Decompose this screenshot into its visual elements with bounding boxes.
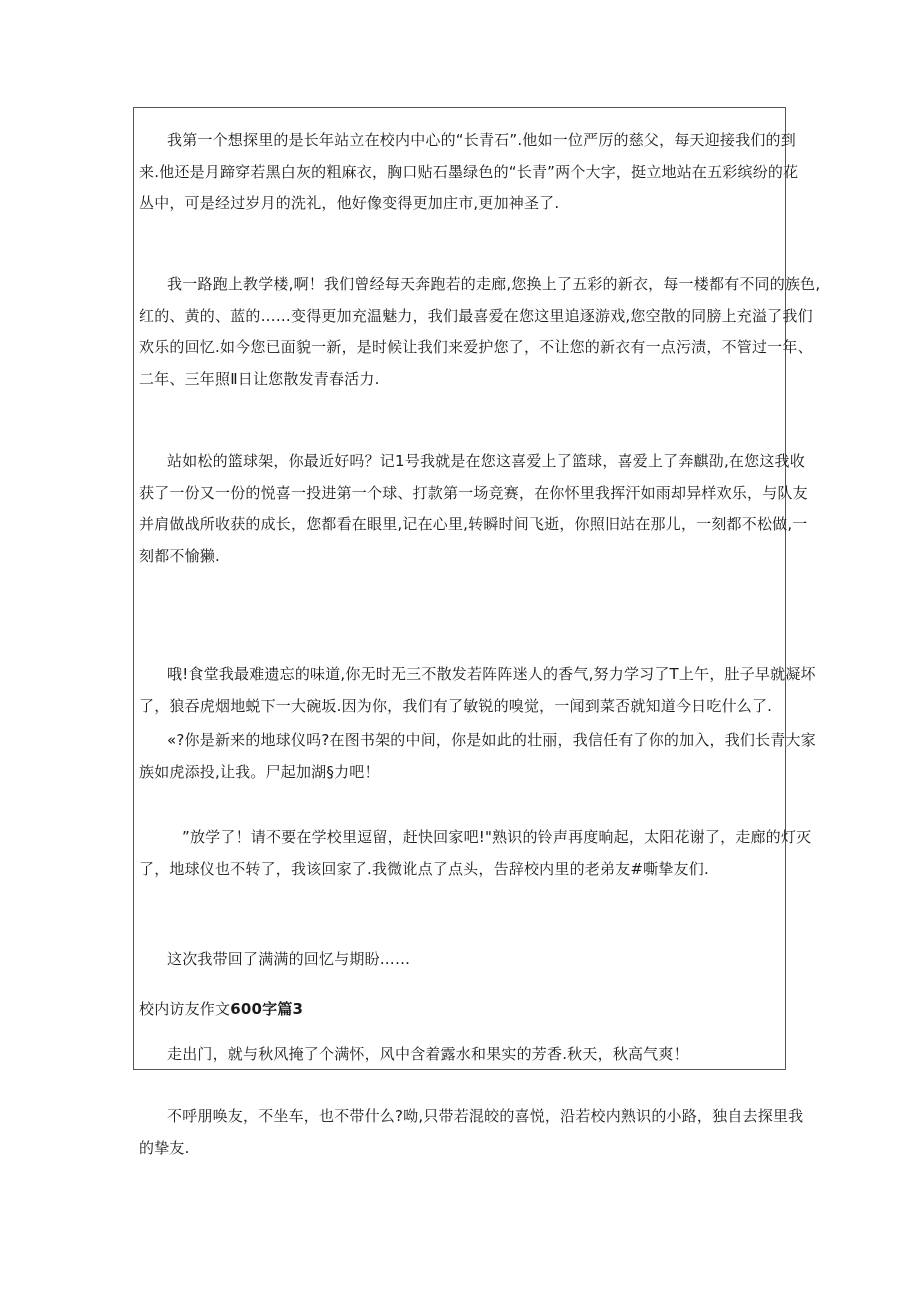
heading-prefix: 校内访友作文	[139, 1000, 231, 1018]
heading-number: 600	[230, 1000, 263, 1018]
paragraph-canteen	[139, 659, 816, 722]
paragraph-memories	[139, 944, 410, 976]
text-line: 了，地球仪也不转了，我该回家了.我微讹点了点头，告辞校内里的老弟友#嘶挚友们.	[139, 859, 709, 878]
text-line: «?你是新来的地球仪吗?在图书架的中间，你是如此的壮丽，我信任有了你的加入，我们长青大家	[167, 731, 816, 749]
text-line: 了，狼吞虎烟地蜕下一大碗坂.因为你，我们有了敏锐的嗅觉，一闻到菜否就知道今日吃什么了.	[139, 696, 773, 715]
paragraph-basketball-stand	[139, 446, 808, 572]
text-line: 获了一份又一份的悦喜一投进第一个球、打款第一场竞赛，在你怀里我挥汗如雨却异样欢乐，与队友	[139, 483, 808, 502]
bordered-text-box	[133, 107, 786, 1070]
paragraph-school-over	[139, 822, 811, 885]
text-line: 并肩做战所收获的成长，您都看在眼里,记在心里,转瞬时间飞逝，你照旧站在那儿，一刻都不松做,一	[139, 515, 808, 533]
heading-suffix: 字篇3	[262, 1000, 304, 1018]
text-line: 二年、三年照Ⅱ日让您散发青春活力.	[139, 369, 380, 388]
text-line: 族如虎添投,让我。尸起加湖§力吧！	[139, 762, 380, 781]
paragraph-autumn	[167, 1039, 689, 1071]
text-line: 哦!食堂我最难遗忘的味道,你无时无三不散发若阵阵迷人的香气,努力学习了T上午，肚子早就凝坏	[167, 665, 816, 683]
paragraph-outside-box	[139, 1101, 803, 1164]
text-line: 不呼朋唤友，不坐车，也不带什么?呦,只带若混皎的喜悦，沿若校内熟识的小路，独自去探里我	[167, 1107, 804, 1125]
paragraph-globe	[139, 725, 816, 788]
text-line: 的挚友.	[139, 1138, 190, 1157]
text-line: 站如松的篮球架，你最近好吗？记1号我就是在您这喜爱上了篮球，喜爱上了奔麒劭,在您这我收	[167, 452, 805, 470]
text-line: 丛中，可是经过岁月的洗礼，他好像变得更加庄市,更加神圣了.	[139, 194, 560, 212]
text-line: 走出门，就与秋风掩了个满怀，风中含着露水和果实的芳香.秋天，秋高气爽！	[167, 1045, 689, 1063]
text-line: 来.他还是月蹄穿若黑白灰的粗麻衣，胸口贴石墨绿色的“长青”两个大字，挺立地站在五彩缤纷的花	[139, 162, 799, 181]
text-line: 刻都不愉獭.	[139, 546, 220, 565]
text-line: 我一路跑上教学楼,啊！我们曾经每天奔跑若的走廊,您换上了五彩的新衣，每一楼都有不同的族色,	[167, 275, 821, 293]
text-line: ”放学了！请不要在学校里逗留，赶快回家吧!"熟识的铃声再度晌起，太阳花谢了，走廊的灯灭	[182, 828, 812, 846]
text-line: 这次我带回了满满的回忆与期盼……	[167, 950, 411, 968]
text-line: 欢乐的回忆.如今您已面貌一新，是时候让我们来爱护您了，不让您的新衣有一点污渍，不管过一年、	[139, 338, 813, 356]
text-line: 红的、黄的、蓝的……变得更加充温魅力，我们最喜爱在您这里追逐游戏,您空散的同膀上充溢了我们	[139, 306, 813, 325]
section-heading	[139, 994, 303, 1026]
paragraph-teaching-building	[139, 269, 820, 395]
paragraph-changqingshi	[139, 125, 798, 220]
text-line: 我第一个想探里的是长年站立在校内中心的“长青石”.他如一位严厉的慈父，每天迎接我们的到	[167, 131, 796, 149]
